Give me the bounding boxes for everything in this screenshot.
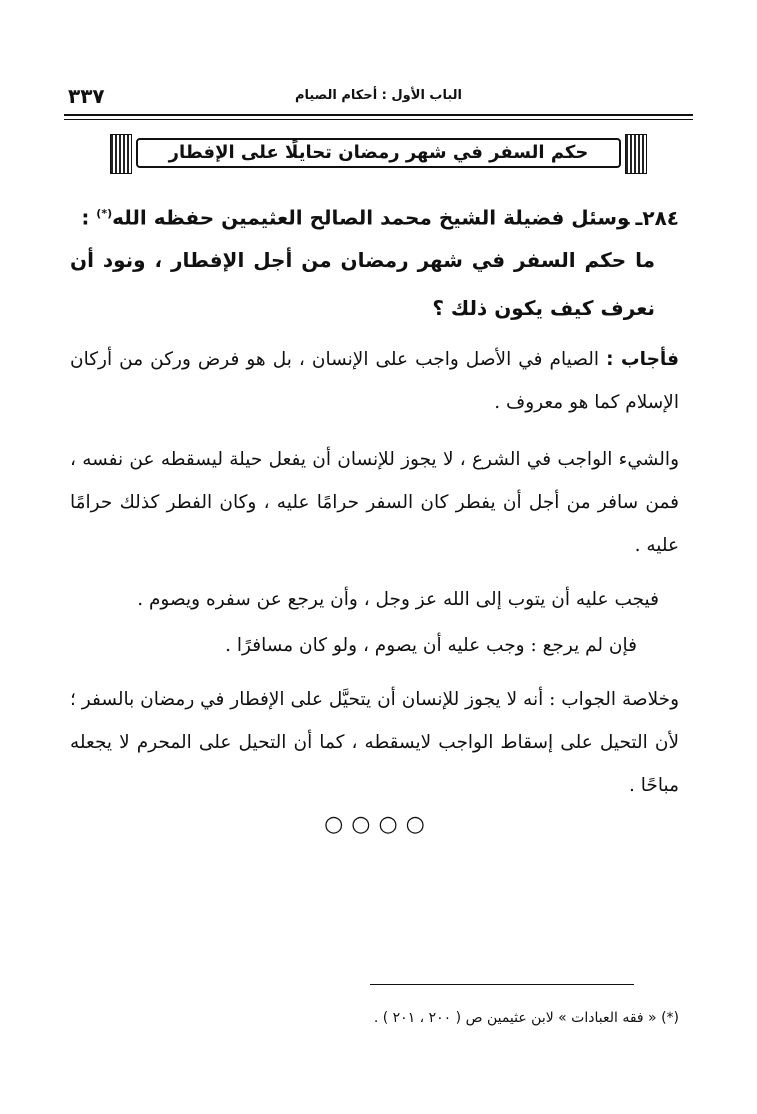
answer-paragraph-5: وخلاصة الجواب : أنه لا يجوز للإنسان أن يتحيَّل على الإفطار في رمضان بالسفر ؛ لأن التحيل على إسقاط الواجب لايسقطه ، كما أن التحيل على المحرم لا يجعله مباحًا . xyxy=(70,689,679,796)
answer-text-1: الصيام في الأصل واجب على الإنسان ، بل هو فرض وركن من أركان الإسلام كما هو معروف . xyxy=(70,349,679,413)
answer-paragraph-1 xyxy=(70,338,679,424)
answer-lead: فأجاب : xyxy=(606,349,679,370)
question-number: ٢٨٤ـ xyxy=(635,205,679,230)
answer-paragraph-3: فيجب عليه أن يتوب إلى الله عز وجل ، وأن يرجع عن سفره ويصوم . xyxy=(137,589,659,610)
answer-paragraph-2: والشيء الواجب في الشرع ، لا يجوز للإنسان أن يفعل حيلة ليسقطه عن نفسه ، فمن سافر من أجل أن يفطر كان السفر حرامًا عليه ، وكان الفطر كذلك حرامًا عليه . xyxy=(70,449,679,556)
title-ornament-right xyxy=(625,134,647,174)
footnote-rule xyxy=(370,984,634,985)
running-head: الباب الأول : أحكام الصيام xyxy=(294,88,463,103)
header-rule xyxy=(64,114,693,120)
footnote: (*) « فقه العبادات » لابن عثيمين ص ( ٢٠٠ ، ٢٠١ ) . xyxy=(373,1010,679,1026)
answer-paragraph-4: فإن لم يرجع : وجب عليه أن يصوم ، ولو كان مسافرًا . xyxy=(225,635,637,656)
question-body: ما حكم السفر في شهر رمضان من أجل الإفطار ، ونود أن نعرف كيف يكون ذلك ؟ xyxy=(70,248,655,320)
question-heading xyxy=(70,190,679,242)
page-header xyxy=(64,84,693,114)
section-title: حكم السفر في شهر رمضان تحايلًا على الإفطار xyxy=(136,138,621,168)
footnote-marker: (*) xyxy=(96,207,113,220)
separator-ornament: ○○○○ xyxy=(324,812,433,837)
question-colon: : xyxy=(81,205,90,230)
section-title-box xyxy=(110,134,647,174)
question-intro: وسئل فضيلة الشيخ محمد الصالح العثيمين حفظه الله xyxy=(112,205,630,230)
page-number: ٣٣٧ xyxy=(68,84,105,108)
title-ornament-left xyxy=(110,134,132,174)
